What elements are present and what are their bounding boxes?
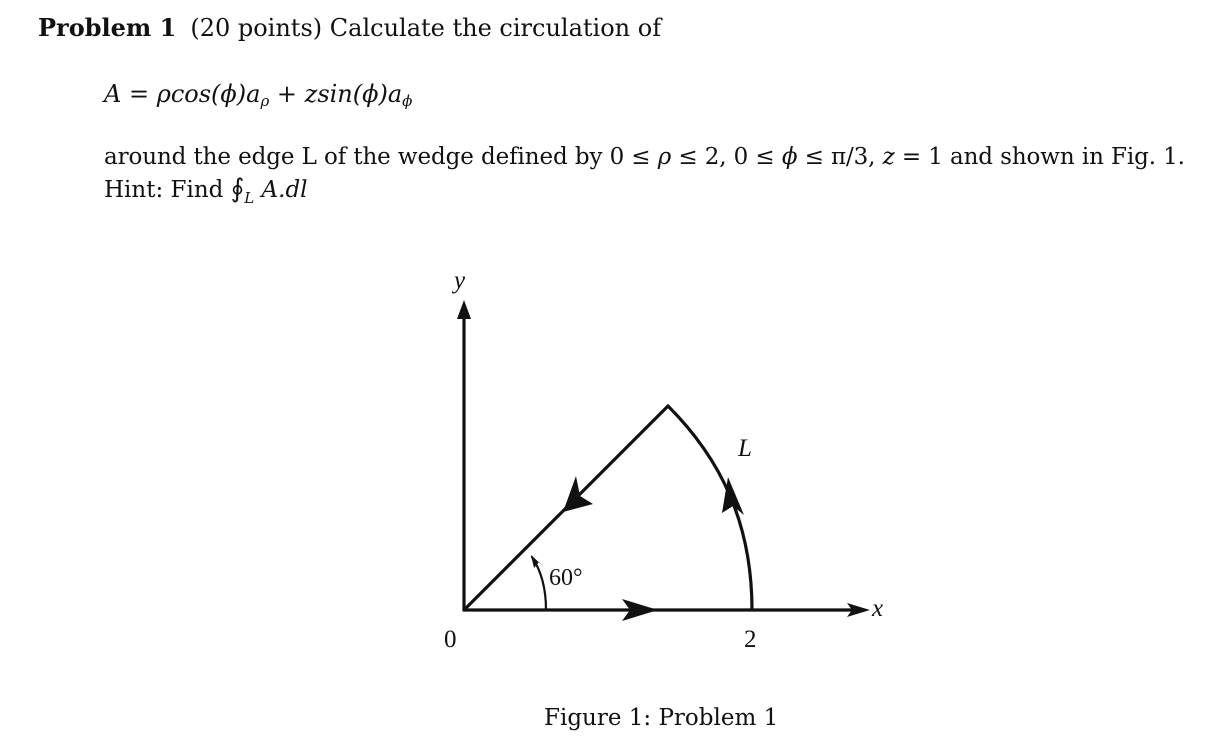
problem-points: (20 points) xyxy=(190,14,323,42)
problem-number: Problem 1 xyxy=(38,13,177,42)
equation-term-rho-sub: ρ xyxy=(260,92,270,110)
origin-label: 0 xyxy=(444,626,457,653)
contour-integral-symbol: ∮ xyxy=(230,174,245,204)
statement-z: z xyxy=(882,144,895,170)
path-arrow-along-radius xyxy=(563,476,593,512)
equation-term-phi: zsin(ϕ)a xyxy=(304,80,403,108)
hint-integrand: A.dl xyxy=(261,177,308,203)
figure-caption: Figure 1: Problem 1 xyxy=(544,705,779,731)
statement-part-4: = 1 and shown in Fig. 1. xyxy=(894,144,1185,170)
statement-phi: ϕ xyxy=(781,144,798,170)
equation-term-phi-sub: ϕ xyxy=(402,92,413,110)
radius-label: 2 xyxy=(744,626,757,653)
equation-equals: = xyxy=(128,80,150,108)
x-axis-label: x xyxy=(872,595,884,622)
y-axis-arrowhead xyxy=(457,300,471,319)
statement-rho: ρ xyxy=(657,144,672,170)
angle-label: 60° xyxy=(549,565,583,591)
statement-part-2: ≤ 2, 0 ≤ xyxy=(671,144,782,170)
statement-part-1: around the edge L of the wedge defined by 0 ≤ xyxy=(104,144,658,170)
problem-intro: Calculate the circulation of xyxy=(329,14,662,42)
hint-label: Hint: Find xyxy=(104,177,224,203)
equation-plus: + xyxy=(276,80,298,108)
equation-term-rho: ρcos(ϕ)a xyxy=(156,80,261,108)
path-label: L xyxy=(738,435,752,462)
equation-lhs: A xyxy=(104,80,122,108)
statement-part-3: ≤ π/3, xyxy=(797,144,883,170)
contour-integral-subscript: L xyxy=(244,189,255,207)
y-axis-label: y xyxy=(454,267,466,294)
